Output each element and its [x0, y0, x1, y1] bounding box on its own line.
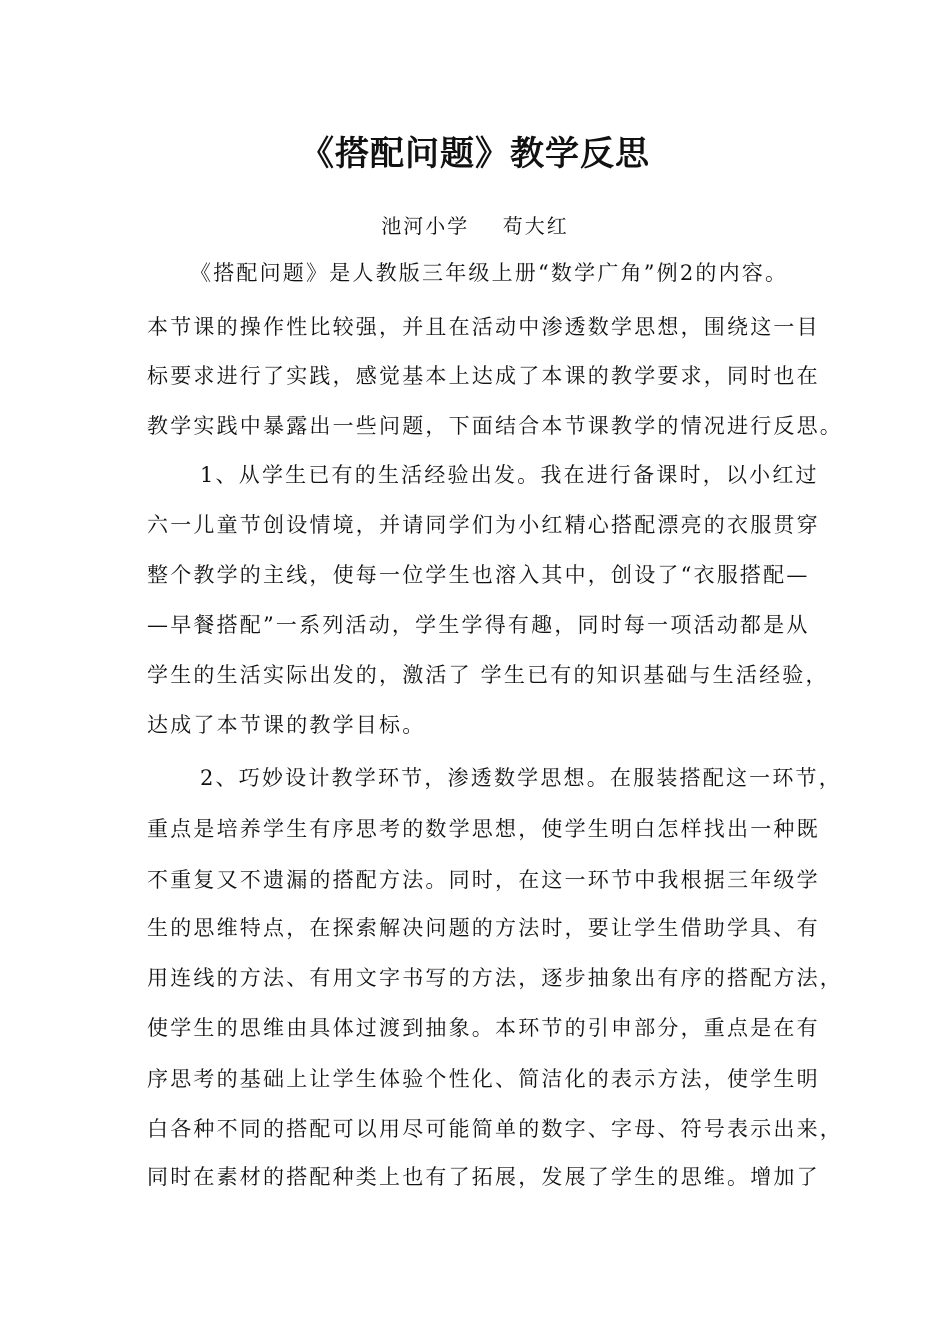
text-line: 1、从学生已有的生活经验出发。我在进行备课时，以小红过	[200, 463, 819, 487]
text-line: 白各种不同的搭配可以用尽可能简单的数字、字母、符号表示出来，	[147, 1117, 843, 1141]
text-line: 生的思维特点，在探索解决问题的方法时，要让学生借助学具、有	[147, 916, 820, 940]
text-line: 标要求进行了实践，感觉基本上达成了本课的教学要求，同时也在	[147, 364, 820, 388]
text-line: 用连线的方法、有用文字书写的方法，逐步抽象出有序的搭配方法，	[147, 966, 843, 990]
text-line: 不重复又不遗漏的搭配方法。同时，在这一环节中我根据三年级学	[147, 868, 820, 892]
text-line: 《搭配问题》是人教版三年级上册“数学广角”例2的内容。	[190, 261, 789, 285]
text-line: 使学生的思维由具体过渡到抽象。本环节的引申部分，重点是在有	[147, 1016, 820, 1040]
text-line: —早餐搭配”一系列活动，学生学得有趣，同时每一项活动都是从	[147, 613, 810, 637]
text-line: 整个教学的主线，使每一位学生也溶入其中，创设了“衣服搭配—	[147, 563, 810, 587]
text-line: 六一儿童节创设情境，并请同学们为小红精心搭配漂亮的衣服贯穿	[147, 513, 820, 537]
text-line: 2、巧妙设计教学环节，渗透数学思想。在服装搭配这一环节，	[200, 766, 842, 790]
document-title: 《搭配问题》教学反思	[300, 134, 650, 174]
text-line: 教学实践中暴露出一些问题，下面结合本节课教学的情况进行反思。	[147, 414, 843, 438]
text-line: 学生的生活实际出发的，激活了 学生已有的知识基础与生活经验，	[147, 663, 829, 687]
text-line: 序思考的基础上让学生体验个性化、简洁化的表示方法，使学生明	[147, 1067, 820, 1091]
text-line: 重点是培养学生有序思考的数学思想，使学生明白怎样找出一种既	[147, 817, 820, 841]
text-line: 本节课的操作性比较强，并且在活动中渗透数学思想，围绕这一目	[147, 315, 820, 339]
text-line: 达成了本节课的教学目标。	[147, 713, 426, 737]
text-line: 同时在素材的搭配种类上也有了拓展，发展了学生的思维。增加了	[147, 1165, 820, 1189]
document-author: 池河小学 苟大红	[381, 214, 569, 238]
